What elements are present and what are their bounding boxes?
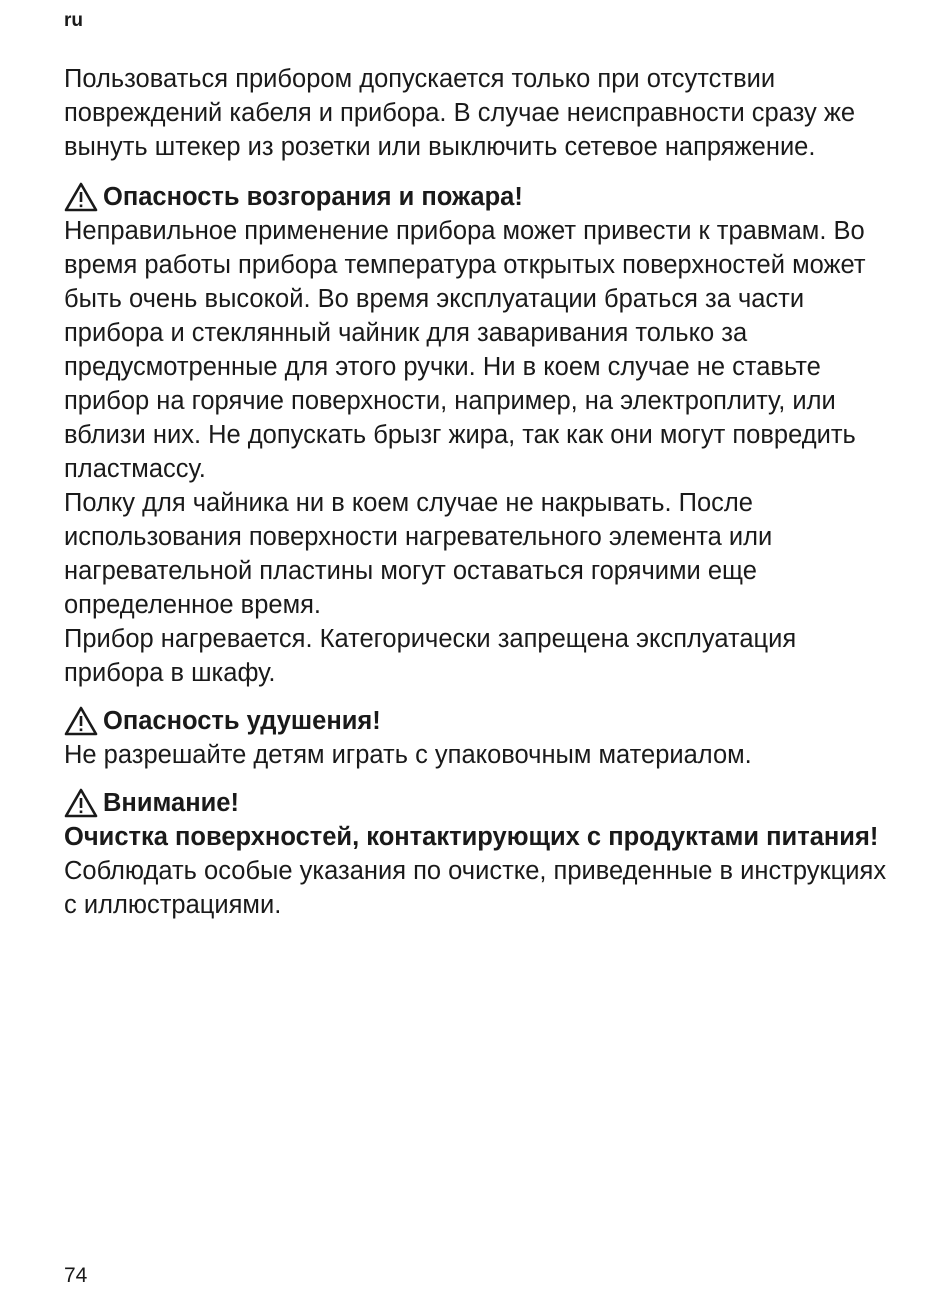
warning-heading-attention	[64, 786, 894, 820]
document-body	[64, 62, 894, 936]
warning-text: Соблюдать особые указания по очистке, приведенные в инструкциях с иллюстрациями.	[64, 857, 887, 919]
bold-lead: Очистка поверхностей, контактирующих с продуктами питания!	[64, 823, 879, 851]
warning-attention	[64, 786, 894, 922]
warning-paragraph: Неправильное применение прибора может привести к травмам. Во время работы прибора температура открытых поверхностей может быть очень высокой. Во время эксплуатации браться за части прибора и стеклянный чайник для заваривания только за предусмотренные для этого ручки. Ни в коем случае не ставьте прибор на горячие поверхности, например, на электроплиту, или вблизи них. Не допускать брызг жира, так как они могут повредить пластмассу.	[64, 217, 866, 483]
warning-title: Опасность удушения!	[103, 707, 381, 735]
warning-triangle-icon	[64, 182, 98, 212]
page-number: 74	[64, 1264, 88, 1287]
warning-paragraph: Прибор нагревается. Категорически запрещена эксплуатация прибора в шкафу.	[64, 625, 797, 687]
warning-title: Опасность возгорания и пожара!	[103, 183, 523, 211]
intro-paragraph: Пользоваться прибором допускается только при отсутствии повреждений кабеля и прибора. В случае неисправности сразу же вынуть штекер из розетки или выключить сетевое напряжение.	[64, 65, 856, 161]
warning-triangle-icon	[64, 706, 98, 736]
warning-paragraph	[64, 820, 894, 922]
warning-paragraph: Не разрешайте детям играть с упаковочным материалом.	[64, 741, 752, 769]
warning-suffocation	[64, 704, 894, 772]
language-tag: ru	[64, 10, 83, 31]
warning-fire	[64, 180, 894, 690]
warning-heading-suffocation	[64, 704, 894, 738]
warning-title: Внимание!	[103, 789, 239, 817]
warning-paragraph: Полку для чайника ни в коем случае не накрывать. После использования поверхности нагревательного элемента или нагревательной пластины могут оставаться горячими еще определенное время.	[64, 489, 773, 619]
warning-triangle-icon	[64, 788, 98, 818]
warning-heading-fire	[64, 180, 894, 214]
